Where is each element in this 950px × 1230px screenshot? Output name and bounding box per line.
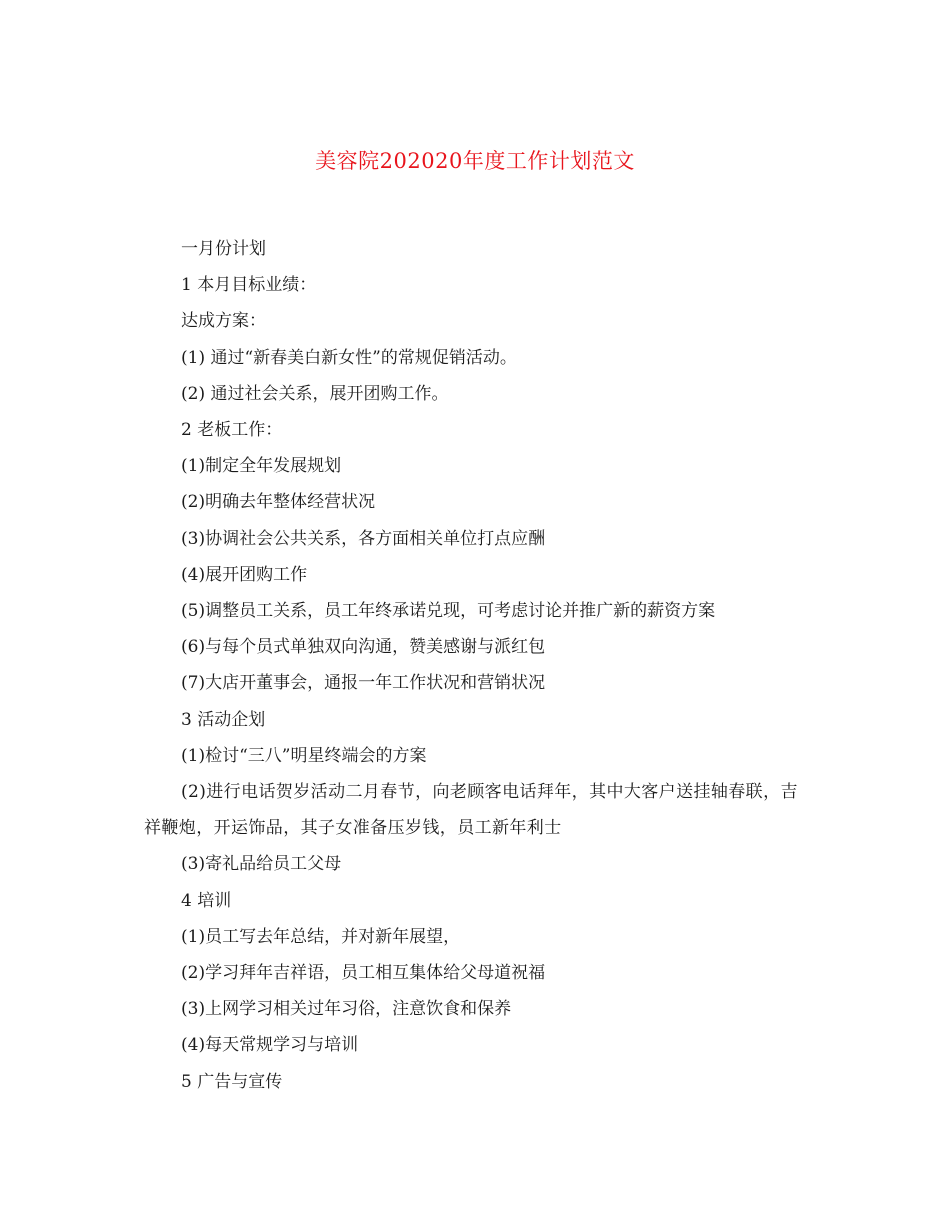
list-item: (7)大店开董事会，通报一年工作状况和营销状况 <box>181 673 546 694</box>
list-item: (6)与每个员式单独双向沟通，赞美感谢与派红包 <box>181 637 546 658</box>
list-item: (4)展开团购工作 <box>181 564 308 585</box>
section-heading-training: 4 培训 <box>181 890 232 911</box>
list-item: (3)寄礼品给员工父母 <box>181 854 342 875</box>
list-item: (1)员工写去年总结，并对新年展望， <box>181 926 461 947</box>
section-heading-events: 3 活动企划 <box>181 709 266 730</box>
list-item: (1)检讨“三八”明星终端会的方案 <box>181 745 427 766</box>
list-item: (2)进行电话贺岁活动二月春节，向老顾客电话拜年，其中大客户送挂轴春联，吉祥鞭炮，开运饰品，其子女准备压岁钱，员工新年利士 <box>144 782 798 839</box>
list-item: (4)每天常规学习与培训 <box>181 1035 359 1056</box>
document-body <box>144 231 804 1100</box>
document-title: 美容院202020年度工作计划范文 <box>315 149 635 173</box>
section-heading-advertising: 5 广告与宣传 <box>181 1071 283 1092</box>
paragraph-line: 达成方案： <box>181 311 266 332</box>
list-item: (2) 通过社会关系，展开团购工作。 <box>181 383 449 404</box>
list-item: (1)制定全年发展规划 <box>181 456 342 477</box>
list-item: (1) 通过“新春美白新女性”的常规促销活动。 <box>181 347 517 368</box>
list-item: (5)调整员工关系，员工年终承诺兑现，可考虑讨论并推广新的薪资方案 <box>181 601 716 622</box>
section-heading-target: 1 本月目标业绩： <box>181 275 317 296</box>
list-item: (3)上网学习相关过年习俗，注意饮食和保养 <box>181 999 512 1020</box>
section-heading-boss-work: 2 老板工作： <box>181 420 283 441</box>
section-heading-month: 一月份计划 <box>181 239 266 259</box>
list-item: (3)协调社会公共关系，各方面相关单位打点应酬 <box>181 528 546 549</box>
list-item: (2)学习拜年吉祥语，员工相互集体给父母道祝福 <box>181 963 546 984</box>
list-item: (2)明确去年整体经营状况 <box>181 492 376 513</box>
